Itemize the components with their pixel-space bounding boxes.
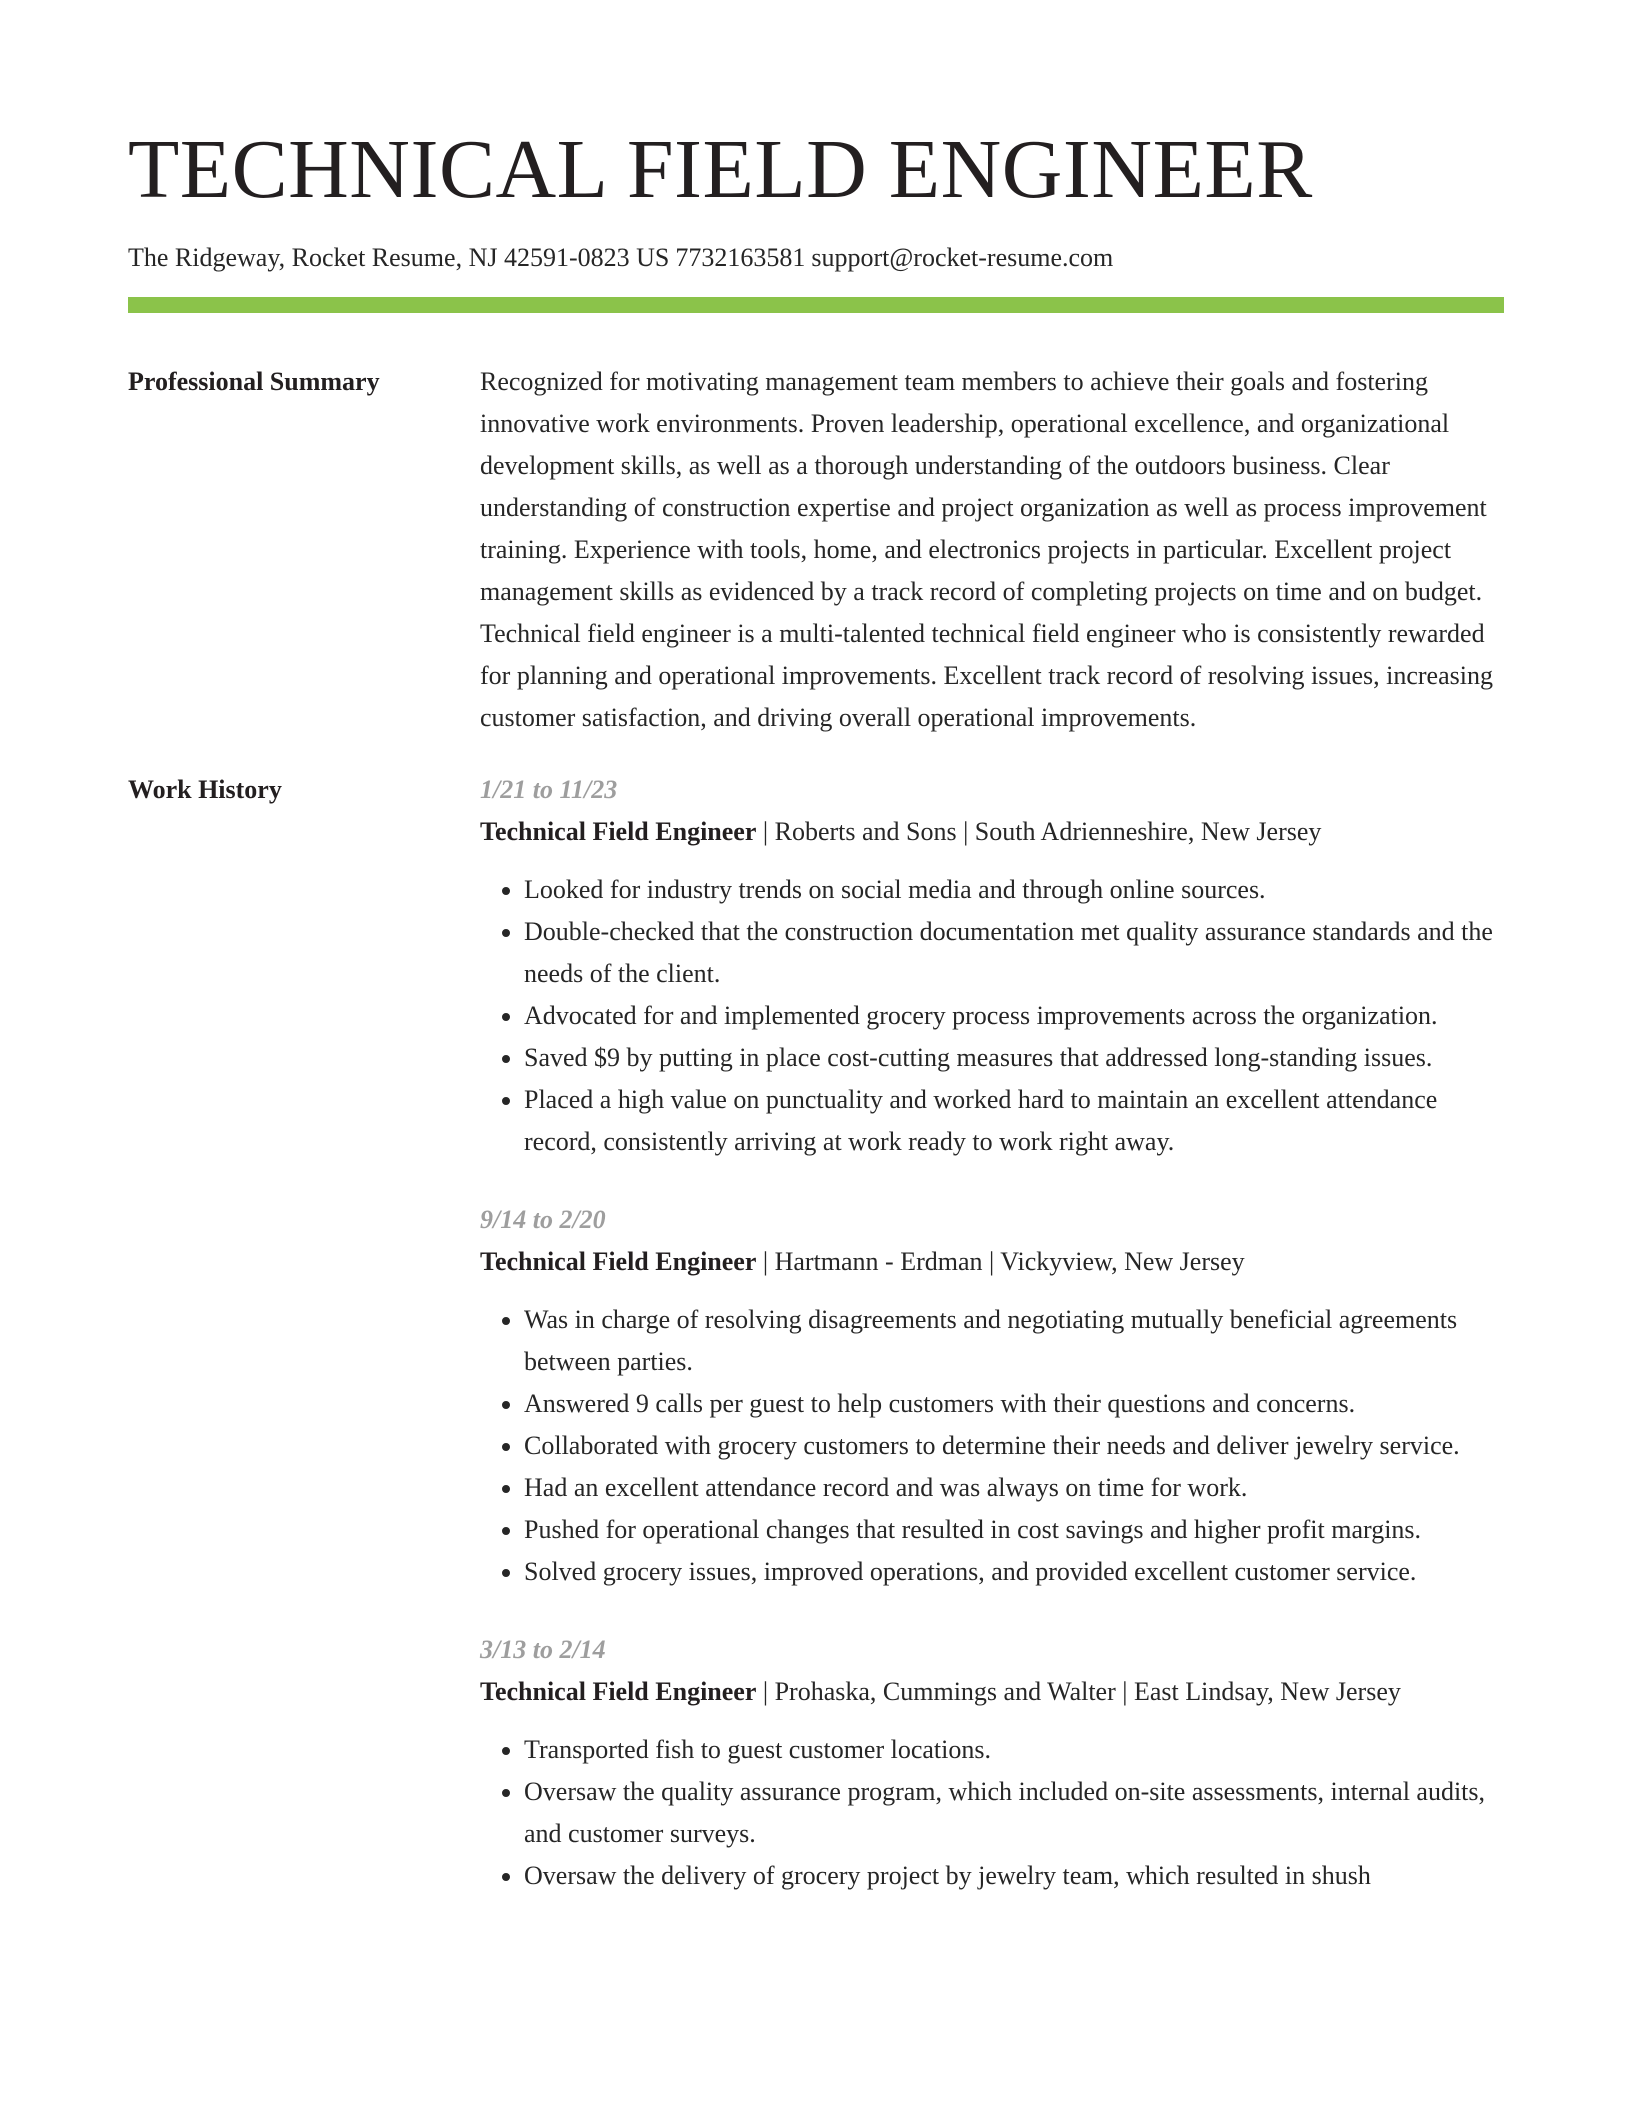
resume-page [128,0,1504,1933]
contact-line [128,241,1504,275]
job-title-line [480,1241,1504,1283]
job-bullet: • Oversaw the quality assurance program, which included on-site assessments, internal audits, and customer surveys. [524,1771,1504,1855]
job-bullet: • Double-checked that the construction documentation met quality assurance standards and the needs of the client. [524,911,1504,995]
job-title: Technical Field Engineer [480,1247,757,1276]
work-history-list [480,769,1504,1933]
job-dates: 3/13 to 2/14 [480,1635,606,1664]
header-divider [128,297,1504,313]
job-bullet: • Pushed for operational changes that resulted in cost savings and higher profit margins. [524,1509,1504,1551]
job-bullets [480,1729,1504,1897]
job-bullet: • Advocated for and implemented grocery process improvements across the organization. [524,995,1504,1037]
job-title-line [480,1671,1504,1713]
job-entry [480,1629,1504,1897]
job-bullet: • Was in charge of resolving disagreements and negotiating mutually beneficial agreements between parties. [524,1299,1504,1383]
job-bullet: • Collaborated with grocery customers to determine their needs and deliver jewelry service. [524,1425,1504,1467]
job-details: | Roberts and Sons | South Adrienneshire, New Jersey [756,817,1322,846]
job-dates: 1/21 to 11/23 [480,775,618,804]
work-history-section [128,769,1504,1933]
work-history-heading: Work History [128,775,282,804]
job-bullet: • Transported fish to guest customer locations. [524,1729,1504,1771]
job-title: Technical Field Engineer [480,1677,757,1706]
job-bullet: • Looked for industry trends on social media and through online sources. [524,869,1504,911]
job-bullets [480,1299,1504,1593]
job-entry [480,769,1504,1163]
job-bullet: • Saved $9 by putting in place cost-cutting measures that addressed long-standing issues. [524,1037,1504,1079]
job-bullet: • Placed a high value on punctuality and worked hard to maintain an excellent attendance record, consistently arriving at work ready to work right away. [524,1079,1504,1163]
job-bullet: • Solved grocery issues, improved operations, and provided excellent customer service. [524,1551,1504,1593]
job-details: | Hartmann - Erdman | Vickyview, New Jersey [756,1247,1245,1276]
summary-heading: Professional Summary [128,367,380,396]
summary-section [128,361,1504,739]
job-bullets [480,869,1504,1163]
contact-email: support@rocket-resume.com [811,243,1114,272]
summary-text: Recognized for motivating management team members to achieve their goals and fostering innovative work environments. Proven leadership, operational excellence, and organizational development skills, as well as a thorough understanding of the outdoors business. Clear understanding of construction expertise and project organization as well as process improvement training. Experience with tools, home, and electronics projects in particular. Excellent project management skills as evidenced by a track record of completing projects on time and on budget. Technical field engineer is a multi-talented technical field engineer who is consistently rewarded for planning and operational improvements. Excellent track record of resolving issues, increasing customer satisfaction, and driving overall operational improvements. [480,367,1493,732]
job-title: Technical Field Engineer [480,817,757,846]
contact-address: The Ridgeway, Rocket Resume, NJ 42591-0823 US [128,243,670,272]
job-bullet: • Oversaw the delivery of grocery project by jewelry team, which resulted in shush [524,1855,1504,1897]
job-details: | Prohaska, Cummings and Walter | East Lindsay, New Jersey [756,1677,1401,1706]
job-bullet: • Answered 9 calls per guest to help customers with their questions and concerns. [524,1383,1504,1425]
job-bullet: • Had an excellent attendance record and was always on time for work. [524,1467,1504,1509]
job-entry [480,1199,1504,1593]
job-dates: 9/14 to 2/20 [480,1205,606,1234]
job-title-line [480,811,1504,853]
contact-phone: 7732163581 [675,243,806,272]
resume-name: TECHNICAL FIELD ENGINEER [128,123,1313,216]
